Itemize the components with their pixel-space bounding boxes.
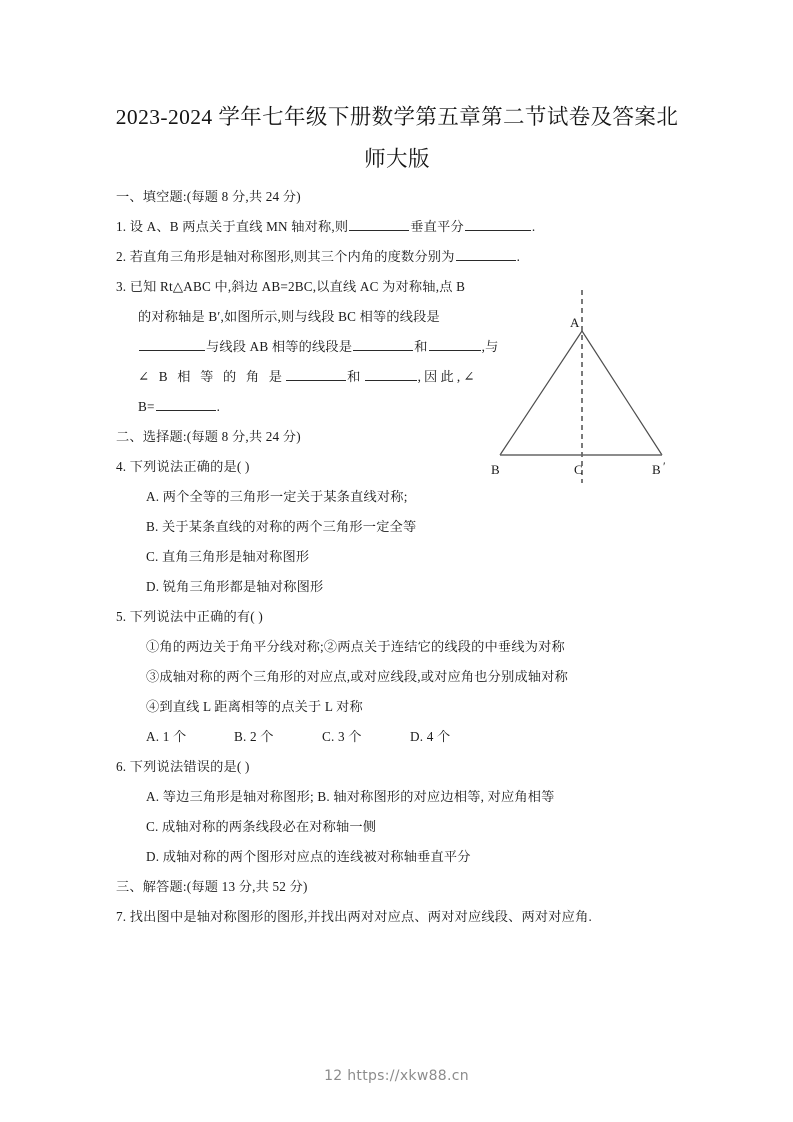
question-5-statement-3: ④到直线 L 距离相等的点关于 L 对称 [146,699,363,714]
question-5-choice-a[interactable]: A. 1 个 [146,729,187,744]
question-5-choice-b[interactable]: B. 2 个 [234,729,274,744]
vertex-label-B-prime: B [652,462,661,477]
question-3-text-4c: ,因此,∠ [417,369,478,384]
question-6-option-c[interactable]: C. 成轴对称的两条线段必在对称轴一侧 [146,819,377,834]
question-1-text-b: 垂直平分 [410,219,464,234]
question-6 [116,752,676,782]
question-5 [116,602,676,632]
question-4-option-d[interactable]: D. 锐角三角形都是轴对称图形 [146,579,324,594]
question-3-text-4a: ∠ B 相 等 的 角 是 [138,369,286,384]
page-title [108,96,686,180]
question-3-text-4b: 和 [347,369,364,384]
question-3-text-3a: 与线段 AB 相等的线段是 [206,339,353,354]
question-4-stem: 4. 下列说法正确的是( ) [116,459,250,474]
question-4-option-c[interactable]: C. 直角三角形是轴对称图形 [146,549,310,564]
geometry-figure-triangle [478,282,693,492]
answer-blank[interactable] [286,367,346,381]
question-5-choice-d[interactable]: D. 4 个 [410,729,451,744]
answer-blank[interactable] [456,247,516,261]
question-2-text-a: 2. 若直角三角形是轴对称图形,则其三个内角的度数分别为 [116,249,455,264]
question-7-stem: 7. 找出图中是轴对称图形的图形,并找出两对对应点、两对对应线段、两对对应角. [116,909,592,924]
question-4-option-a[interactable]: A. 两个全等的三角形一定关于某条直线对称; [146,489,408,504]
question-1-text-a: 1. 设 A、B 两点关于直线 MN 轴对称,则 [116,219,349,234]
question-1-text-c: . [531,219,536,234]
footer-watermark: 12 https://xkw88.cn [324,1068,469,1084]
vertex-label-A: A [570,315,580,330]
question-5-choices [116,722,676,752]
answer-blank[interactable] [353,337,413,351]
question-5-stem: 5. 下列说法中正确的有( ) [116,609,263,624]
section-heading-free-response: 三、解答题:(每题 13 分,共 52 分) [116,879,308,894]
question-1-line [116,212,676,242]
question-5-statement-2: ③成轴对称的两个三角形的对应点,或对应线段,或对应角也分别成轴对称 [146,669,569,684]
question-7 [116,902,676,932]
triangle-side-AB-prime [582,331,662,455]
answer-blank[interactable] [156,397,216,411]
vertex-label-B-prime-mark: ′ [663,459,666,473]
answer-blank[interactable] [429,337,481,351]
question-2-text-b: . [516,249,521,264]
question-6-stem: 6. 下列说法错误的是( ) [116,759,250,774]
answer-blank[interactable] [139,337,205,351]
answer-blank[interactable] [349,217,409,231]
answer-blank[interactable] [365,367,417,381]
title-line-2: 师大版 [364,147,430,171]
question-6-option-d[interactable]: D. 成轴对称的两个图形对应点的连线被对称轴垂直平分 [146,849,471,864]
question-3-text-3c: ,与 [481,339,499,354]
question-3-text-5a: B= [138,399,155,414]
vertex-label-B: B [491,462,500,477]
question-2 [116,242,676,272]
question-3-line-2: 的对称轴是 B′,如图所示,则与线段 BC 相等的线段是 [138,309,440,324]
title-line-1: 2023-2024 学年七年级下册数学第五章第二节试卷及答案北 [115,105,679,129]
question-2-line [116,242,676,272]
question-5-statement-1: ①角的两边关于角平分线对称;②两点关于连结它的线段的中垂线为对称 [146,639,565,654]
question-3-text-5b: . [216,399,221,414]
section-heading-multiple-choice: 二、选择题:(每题 8 分,共 24 分) [116,429,301,444]
question-5-choice-c[interactable]: C. 3 个 [322,729,362,744]
question-4-option-b[interactable]: B. 关于某条直线的对称的两个三角形一定全等 [146,519,417,534]
question-1 [116,212,676,242]
answer-blank[interactable] [465,217,531,231]
triangle-side-AB [500,331,582,455]
vertex-label-C: C [574,462,583,477]
section-heading-fill-in: 一、填空题:(每题 8 分,共 24 分) [116,189,301,204]
triangle-diagram-svg [478,282,693,492]
question-3-line-1: 3. 已知 Rt△ABC 中,斜边 AB=2BC,以直线 AC 为对称轴,点 B [116,279,466,294]
question-6-option-ab[interactable]: A. 等边三角形是轴对称图形; B. 轴对称图形的对应边相等, 对应角相等 [146,789,555,804]
question-3-text-3b: 和 [414,339,428,354]
